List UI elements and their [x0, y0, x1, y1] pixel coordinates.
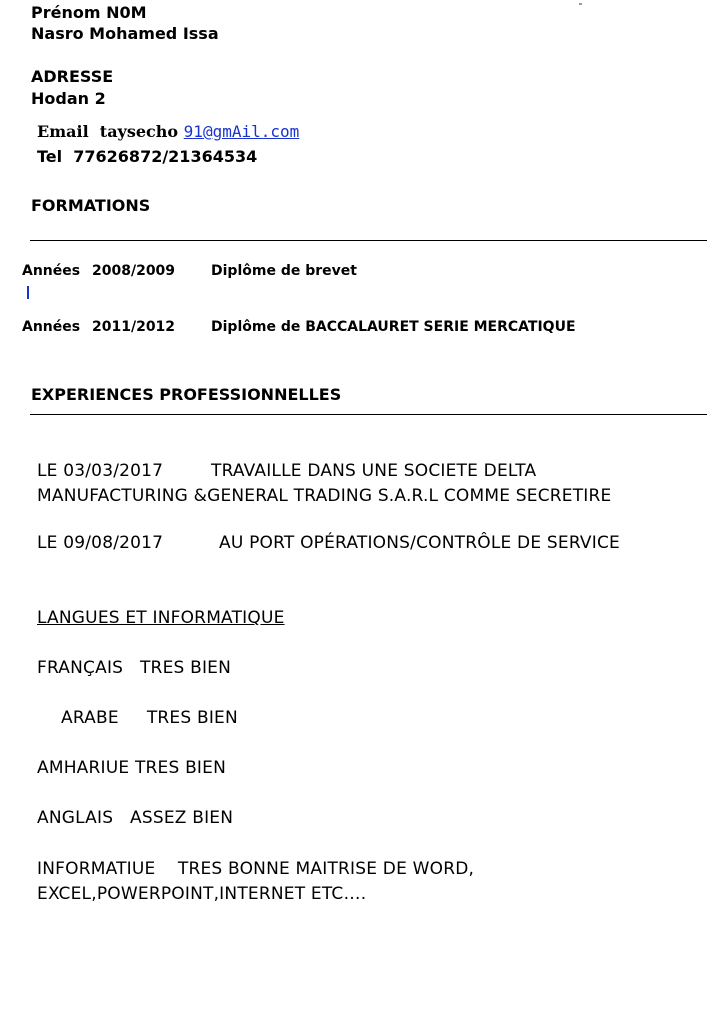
formation-diploma-1: Diplôme de brevet	[211, 263, 357, 279]
language-level: TRES BIEN	[134, 758, 227, 778]
email-link[interactable]: 91@gmAil.com	[183, 122, 300, 141]
formation-diploma-2: Diplôme de BACCALAURET SERIE MERCATIQUE	[211, 319, 576, 335]
name-label: Prénom N0M	[31, 3, 147, 22]
informatique-line-1	[37, 859, 474, 879]
experience-line-1a: TRAVAILLE DANS UNE SOCIETE DELTA	[211, 461, 537, 481]
name-value: Nasro Mohamed Issa	[31, 24, 219, 43]
formations-title: FORMATIONS	[31, 196, 151, 215]
tel-value: 77626872/21364534	[73, 147, 258, 166]
informatique-text-1: TRES BONNE MAITRISE DE WORD,	[177, 859, 475, 879]
formation-years-2: 2011/2012	[92, 319, 176, 335]
language-name: ARABE	[61, 708, 119, 728]
email-line	[37, 122, 299, 141]
language-item	[37, 658, 231, 678]
language-level: TRES BIEN	[146, 708, 238, 728]
tel-line	[37, 147, 257, 166]
informatique-text-2: EXCEL,POWERPOINT,INTERNET ETC….	[37, 884, 367, 904]
language-level: TRES BIEN	[139, 658, 232, 678]
text-cursor	[27, 286, 29, 299]
language-item	[37, 808, 233, 828]
experience-line-2a: AU PORT OPÉRATIONS/CONTRÔLE DE SERVICE	[219, 533, 620, 553]
formations-divider	[30, 240, 707, 241]
experiences-title: EXPERIENCES PROFESSIONNELLES	[31, 385, 342, 404]
address-value: Hodan 2	[31, 89, 106, 108]
language-item	[61, 708, 238, 728]
email-label: Email	[37, 122, 89, 141]
language-name: FRANÇAIS	[37, 658, 124, 678]
formation-label-1: Années	[22, 263, 81, 279]
experience-line-1b: MANUFACTURING &GENERAL TRADING S.A.R.L COMME SECRETIRE	[37, 486, 612, 506]
language-level: ASSEZ BIEN	[130, 808, 234, 828]
tel-label: Tel	[37, 147, 63, 166]
informatique-label: INFORMATIUE	[37, 859, 156, 879]
languages-title: LANGUES ET INFORMATIQUE	[37, 608, 285, 628]
experience-date-2: LE 09/08/2017	[37, 533, 164, 553]
experience-date-1: LE 03/03/2017	[37, 461, 164, 481]
email-user: taysecho	[99, 122, 179, 141]
experiences-divider	[30, 414, 707, 415]
language-name: ANGLAIS	[37, 808, 114, 828]
language-item	[37, 758, 226, 778]
address-label: ADRESSE	[31, 67, 114, 86]
formation-years-1: 2008/2009	[92, 263, 176, 279]
language-name: AMHARIUE	[37, 758, 130, 778]
formation-label-2: Années	[22, 319, 81, 335]
page-mark	[579, 3, 582, 5]
